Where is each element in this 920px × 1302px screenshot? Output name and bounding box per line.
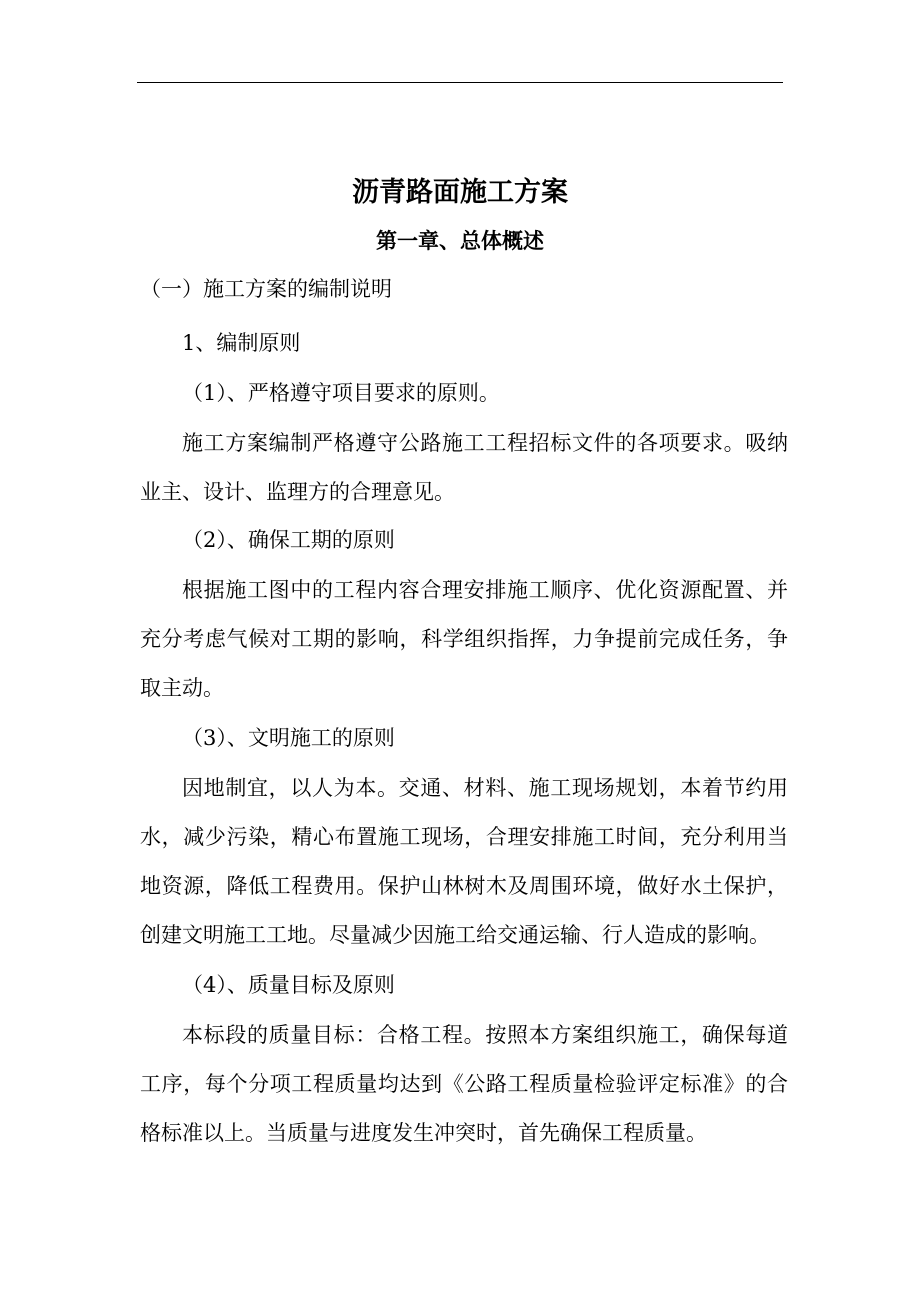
item-3-heading: （3）、文明施工的原则: [182, 726, 395, 750]
item-2-heading: （2）、确保工期的原则: [182, 528, 395, 552]
item-3-body: 因地制宜，以人为本。交通、材料、施工现场规划，本着节约用水，减少污染，精心布置施工现场，合理安排施工时间，充分利用当地资源，降低工程费用。保护山林树木及周围环境，做好水土保护，创建文明施工工地。尽量减少因施工给交通运输、行人造成的影响。: [140, 776, 788, 947]
item-1-heading: （1）、严格遵守项目要求的原则。: [182, 381, 500, 405]
subsection-heading: 1、编制原则: [182, 331, 301, 355]
chapter-heading: 第一章、总体概述: [376, 228, 544, 253]
header-rule: [137, 82, 783, 83]
section-heading: （一）施工方案的编制说明: [140, 277, 392, 301]
item-4-body: 本标段的质量目标：合格工程。按照本方案组织施工，确保每道工序，每个分项工程质量均达到《公路工程质量检验评定标准》的合格标准以上。当质量与进度发生冲突时，首先确保工程质量。: [140, 1023, 788, 1145]
document-title: 沥青路面施工方案: [352, 177, 568, 208]
item-4-heading: （4）、质量目标及原则: [182, 973, 395, 997]
item-1-body: 施工方案编制严格遵守公路施工工程招标文件的各项要求。吸纳业主、设计、监理方的合理意见。: [140, 431, 788, 504]
item-2-body: 根据施工图中的工程内容合理安排施工顺序、优化资源配置、并充分考虑气候对工期的影响，科学组织指挥，力争提前完成任务，争取主动。: [140, 578, 788, 700]
